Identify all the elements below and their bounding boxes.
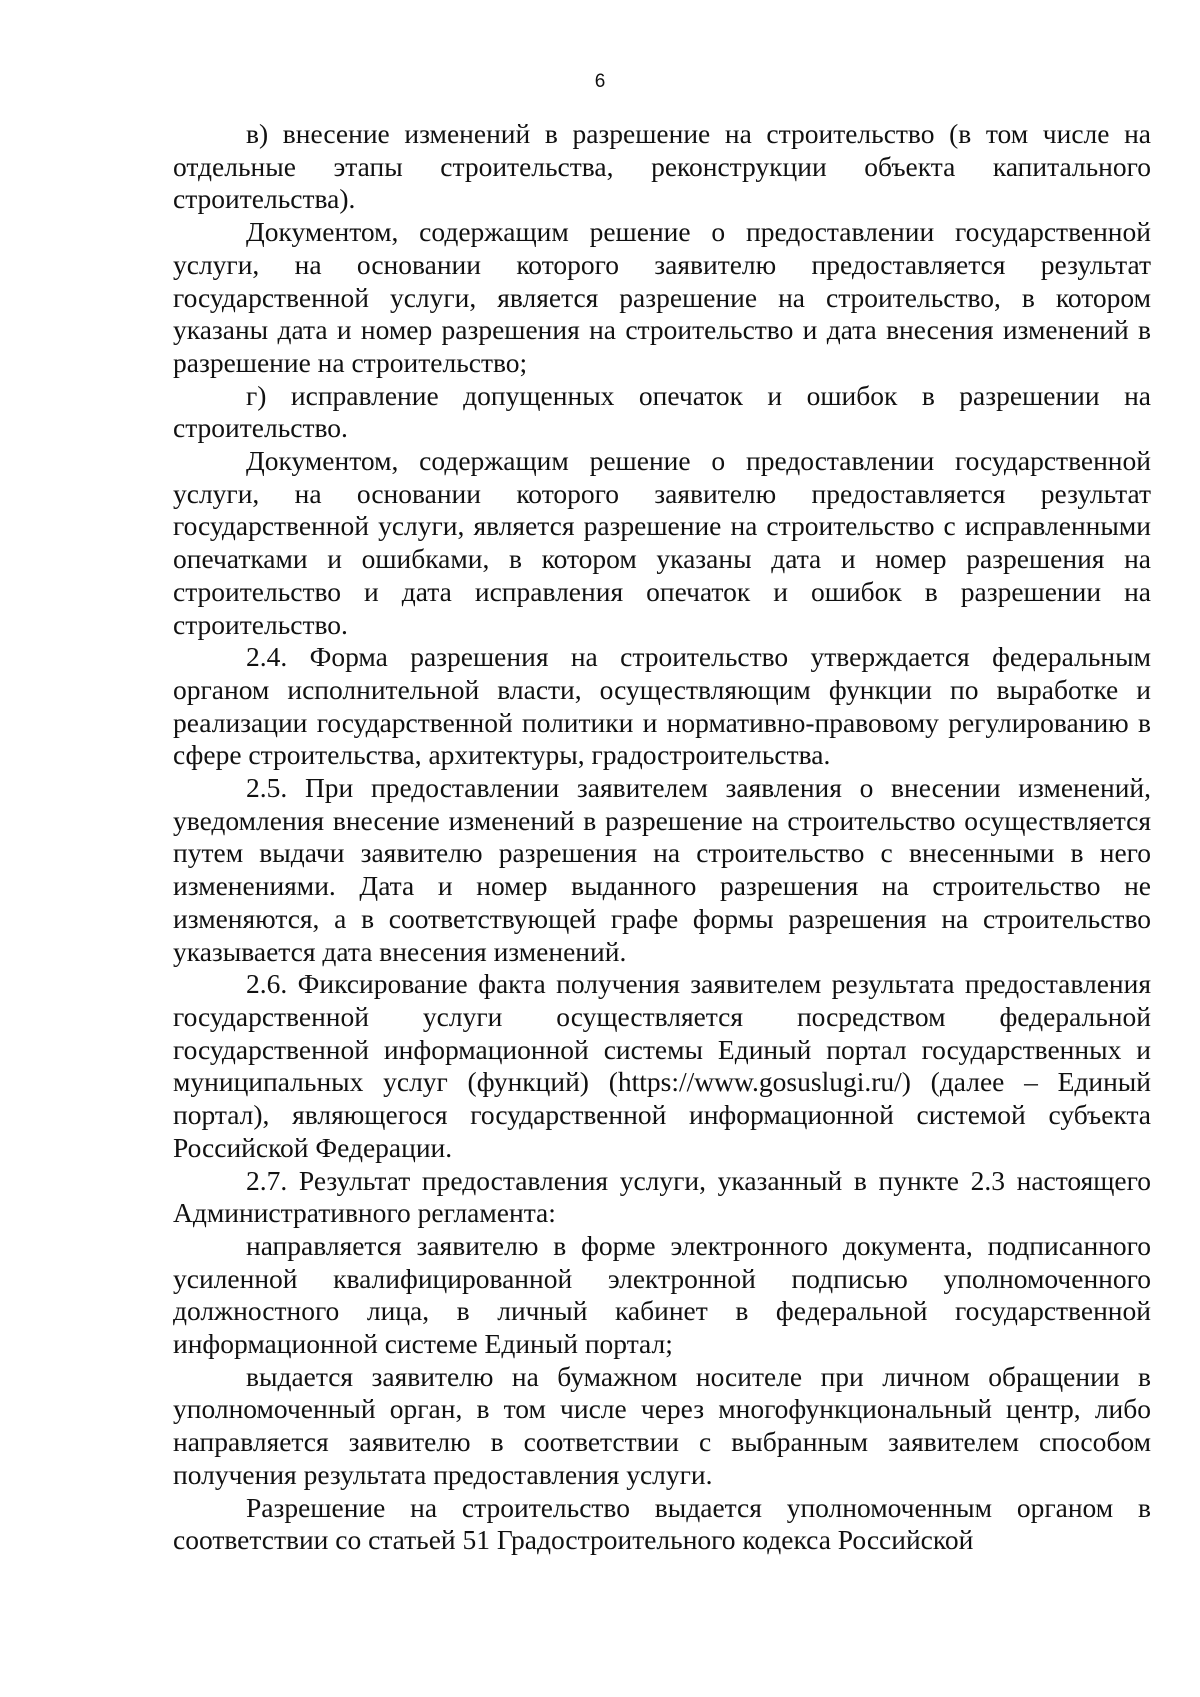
paragraph-item-v: в) внесение изменений в разрешение на строительство (в том числе на отдельные этапы строительства, реконструкции объекта капитального строительства). — [173, 118, 1151, 215]
paragraph-electronic-delivery: направляется заявителю в форме электронного документа, подписанного усиленной квалифицированной электронной подписью уполномоченного должностного лица, в личный кабинет в федеральной государственной информационной системе Единый портал; — [173, 1229, 1151, 1360]
paragraph-result-document-corrections: Документом, содержащим решение о предоставлении государственной услуги, на основании которого заявителю предоставляется результат государственной услуги, является разрешение на строительство с исправленными опечатками и ошибками, в котором указаны дата и номер разрешения на строительство и дата исправления опечаток и ошибок в разрешении на строительство. — [173, 445, 1151, 640]
paragraph-2-5: 2.5. При предоставлении заявителем заявления о внесении изменений, уведомления внесение изменений в разрешение на строительство осуществляется путем выдачи заявителю разрешения на строительство с внесенными в него изменениями. Дата и номер выданного разрешения на строительство не изменяются, а в соответствующей графе формы разрешения на строительство указывается дата внесения изменений. — [173, 772, 1151, 967]
paragraph-permit-issuance: Разрешение на строительство выдается уполномоченным органом в соответствии со статьей 51 Градостроительного кодекса Российской — [173, 1491, 1151, 1556]
document-body — [173, 118, 1151, 1557]
paragraph-result-document-changes: Документом, содержащим решение о предоставлении государственной услуги, на основании которого заявителю предоставляется результат государственной услуги, является разрешение на строительство, в котором указаны дата и номер разрешения на строительство и дата внесения изменений в разрешение на строительство; — [173, 216, 1151, 378]
paragraph-2-4: 2.4. Форма разрешения на строительство утверждается федеральным органом исполнительной власти, осуществляющим функции по выработке и реализации государственной политики и нормативно-правовому регулированию в сфере строительства, архитектуры, градостроительства. — [173, 641, 1151, 771]
paragraph-paper-delivery: выдается заявителю на бумажном носителе при личном обращении в уполномоченный орган, в том числе через многофункциональный центр, либо направляется заявителю в соответствии с выбранным заявителем способом получения результата предоставления услуги. — [173, 1360, 1151, 1490]
page-number: 6 — [594, 71, 606, 92]
paragraph-item-g: г) исправление допущенных опечаток и ошибок в разрешении на строительство. — [173, 379, 1151, 444]
paragraph-2-7: 2.7. Результат предоставления услуги, указанный в пункте 2.3 настоящего Административного регламента: — [173, 1164, 1151, 1229]
paragraph-2-6: 2.6. Фиксирование факта получения заявителем результата предоставления государственной услуги осуществляется посредством федеральной государственной информационной системы Единый портал государственных и муниципальных услуг (функций) (https://www.gosuslugi.ru/) (далее – Единый портал), являющегося государственной информационной системой субъекта Российской Федерации. — [173, 968, 1151, 1163]
